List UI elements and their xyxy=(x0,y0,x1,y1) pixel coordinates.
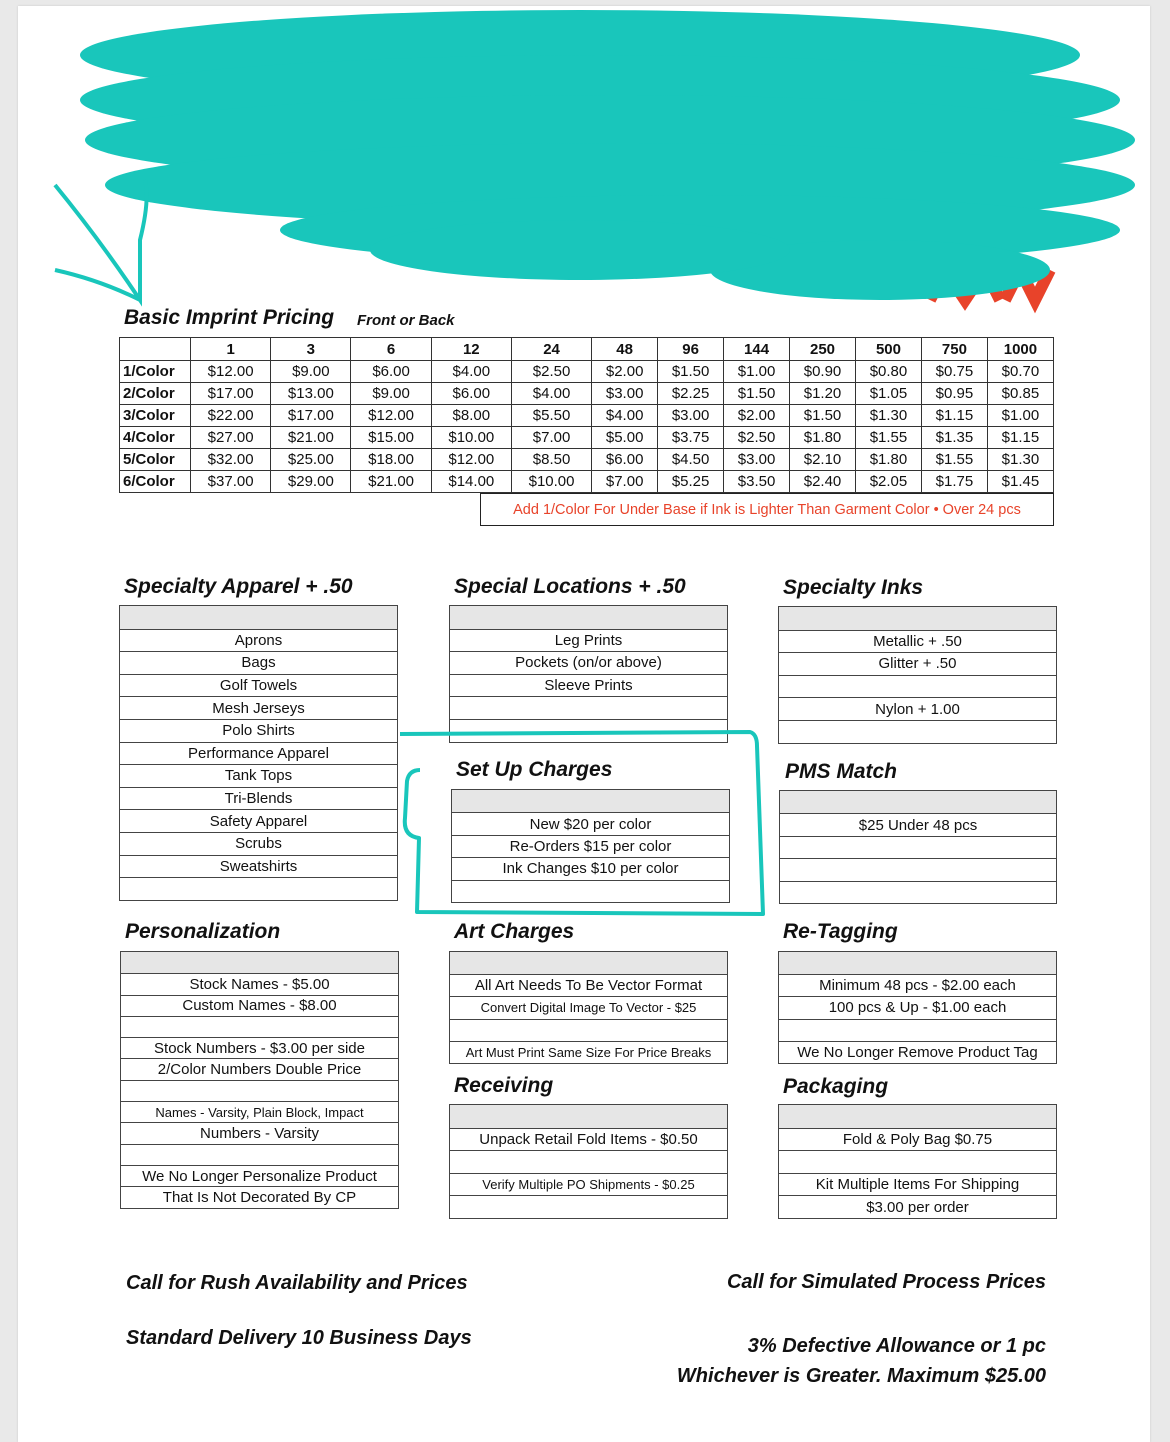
specialty-inks-box xyxy=(778,606,1057,744)
receiving-title: Receiving xyxy=(454,1074,554,1097)
section-header-row xyxy=(120,606,397,629)
color-count-label: 2/Color xyxy=(120,383,191,405)
section-item xyxy=(779,1019,1056,1041)
price-cell: $22.00 xyxy=(191,405,271,427)
price-cell: $2.00 xyxy=(724,405,790,427)
section-item xyxy=(120,877,397,900)
quantity-header-row xyxy=(120,338,1054,361)
imprint-title: Basic Imprint Pricing xyxy=(124,306,335,329)
section-header-row xyxy=(450,1105,727,1128)
price-cell: $1.80 xyxy=(790,427,856,449)
setup-charges-title: Set Up Charges xyxy=(456,758,613,781)
price-cell: $1.45 xyxy=(987,471,1053,493)
section-item: Sleeve Prints xyxy=(450,674,727,697)
price-cell: $2.25 xyxy=(658,383,724,405)
section-item: Nylon + 1.00 xyxy=(779,697,1056,720)
section-item: Art Must Print Same Size For Price Breaks xyxy=(450,1041,727,1063)
art-charges-box xyxy=(449,951,728,1064)
price-cell: $0.85 xyxy=(987,383,1053,405)
price-cell: $1.75 xyxy=(921,471,987,493)
price-cell: $8.00 xyxy=(431,405,511,427)
section-item: That Is Not Decorated By CP xyxy=(121,1186,398,1207)
price-cell: $10.00 xyxy=(431,427,511,449)
section-item xyxy=(452,880,729,902)
section-item: We No Longer Remove Product Tag xyxy=(779,1041,1056,1063)
color-count-label: 6/Color xyxy=(120,471,191,493)
price-cell: $0.90 xyxy=(790,361,856,383)
section-item: Sweatshirts xyxy=(120,855,397,878)
section-header-row xyxy=(450,606,727,629)
price-cell: $12.00 xyxy=(351,405,431,427)
price-cell: $1.50 xyxy=(658,361,724,383)
art-charges-title: Art Charges xyxy=(454,920,575,943)
section-header-row xyxy=(121,952,398,973)
section-header-row xyxy=(779,607,1056,630)
section-header-row xyxy=(780,791,1056,813)
section-item xyxy=(450,1195,727,1218)
re-tagging-box xyxy=(778,951,1057,1064)
section-item: Aprons xyxy=(120,629,397,652)
price-cell: $2.50 xyxy=(724,427,790,449)
price-cell: $1.00 xyxy=(724,361,790,383)
section-item: Ink Changes $10 per color xyxy=(452,857,729,879)
price-cell: $6.00 xyxy=(431,383,511,405)
section-item: Minimum 48 pcs - $2.00 each xyxy=(779,974,1056,996)
section-item xyxy=(121,1016,398,1037)
section-item: Kit Multiple Items For Shipping xyxy=(779,1173,1056,1196)
section-header-row xyxy=(779,952,1056,974)
price-cell: $25.00 xyxy=(271,449,351,471)
section-item xyxy=(780,881,1056,903)
price-cell: $5.00 xyxy=(592,427,658,449)
price-cell: $1.50 xyxy=(724,383,790,405)
price-row xyxy=(120,383,1054,405)
price-cell: $4.00 xyxy=(592,405,658,427)
price-cell: $5.25 xyxy=(658,471,724,493)
price-cell: $1.30 xyxy=(855,405,921,427)
price-cell: $4.00 xyxy=(431,361,511,383)
price-cell: $27.00 xyxy=(191,427,271,449)
section-item: New $20 per color xyxy=(452,812,729,834)
price-cell: $7.00 xyxy=(511,427,591,449)
section-item: $3.00 per order xyxy=(779,1195,1056,1218)
section-item: Stock Numbers - $3.00 per side xyxy=(121,1037,398,1058)
price-cell: $6.00 xyxy=(351,361,431,383)
price-cell: $6.00 xyxy=(592,449,658,471)
price-cell: $8.50 xyxy=(511,449,591,471)
price-cell: $2.50 xyxy=(511,361,591,383)
section-header-row xyxy=(452,790,729,812)
quantity-header-cell: 3 xyxy=(271,338,351,361)
price-cell: $37.00 xyxy=(191,471,271,493)
specialty-apparel-box xyxy=(119,605,398,901)
price-cell: $2.00 xyxy=(592,361,658,383)
price-row xyxy=(120,449,1054,471)
packaging-box xyxy=(778,1104,1057,1219)
quantity-header-cell: 144 xyxy=(724,338,790,361)
section-item: Scrubs xyxy=(120,832,397,855)
color-count-label: 5/Color xyxy=(120,449,191,471)
price-cell: $17.00 xyxy=(191,383,271,405)
price-cell: $14.00 xyxy=(431,471,511,493)
price-cell: $1.55 xyxy=(921,449,987,471)
section-item xyxy=(780,836,1056,858)
section-item xyxy=(779,675,1056,698)
color-count-label: 4/Color xyxy=(120,427,191,449)
section-item: Bags xyxy=(120,651,397,674)
section-item: Safety Apparel xyxy=(120,809,397,832)
section-item: Numbers - Varsity xyxy=(121,1122,398,1143)
simulated-process-note: Call for Simulated Process Prices xyxy=(726,1271,1046,1293)
section-item: Re-Orders $15 per color xyxy=(452,835,729,857)
section-item xyxy=(450,1150,727,1173)
price-cell: $21.00 xyxy=(271,427,351,449)
price-cell: $5.50 xyxy=(511,405,591,427)
quantity-header-cell: 48 xyxy=(592,338,658,361)
price-cell: $10.00 xyxy=(511,471,591,493)
section-item xyxy=(121,1144,398,1165)
price-row xyxy=(120,361,1054,383)
price-cell: $0.70 xyxy=(987,361,1053,383)
price-cell: $3.50 xyxy=(724,471,790,493)
personalization-title: Personalization xyxy=(125,920,281,943)
section-item: Unpack Retail Fold Items - $0.50 xyxy=(450,1128,727,1151)
price-cell: $18.00 xyxy=(351,449,431,471)
section-item: Performance Apparel xyxy=(120,742,397,765)
price-cell: $1.55 xyxy=(855,427,921,449)
price-row xyxy=(120,405,1054,427)
price-cell: $1.00 xyxy=(987,405,1053,427)
price-cell: $32.00 xyxy=(191,449,271,471)
specialty-inks-title: Specialty Inks xyxy=(783,576,924,599)
section-item: Leg Prints xyxy=(450,629,727,652)
price-row xyxy=(120,427,1054,449)
price-cell: $4.00 xyxy=(511,383,591,405)
section-header-row xyxy=(779,1105,1056,1128)
price-cell: $2.05 xyxy=(855,471,921,493)
section-item: Verify Multiple PO Shipments - $0.25 xyxy=(450,1173,727,1196)
imprint-subtitle: Front or Back xyxy=(357,312,455,329)
section-item: Names - Varsity, Plain Block, Impact xyxy=(121,1101,398,1122)
price-cell: $13.00 xyxy=(271,383,351,405)
quantity-header-cell: 24 xyxy=(511,338,591,361)
section-item: Golf Towels xyxy=(120,674,397,697)
price-cell: $1.15 xyxy=(987,427,1053,449)
price-cell: $1.50 xyxy=(790,405,856,427)
price-cell: $2.10 xyxy=(790,449,856,471)
pms-match-title: PMS Match xyxy=(785,760,898,783)
corner-cell xyxy=(120,338,191,361)
quantity-header-cell: 1 xyxy=(191,338,271,361)
setup-charges-box xyxy=(451,789,730,903)
section-item: Tank Tops xyxy=(120,764,397,787)
price-cell: $3.00 xyxy=(592,383,658,405)
packaging-title: Packaging xyxy=(783,1075,889,1098)
section-item: Fold & Poly Bag $0.75 xyxy=(779,1128,1056,1151)
price-cell: $1.15 xyxy=(921,405,987,427)
section-item: 2/Color Numbers Double Price xyxy=(121,1058,398,1079)
receiving-box xyxy=(449,1104,728,1219)
section-item xyxy=(450,696,727,719)
section-item: Pockets (on/or above) xyxy=(450,651,727,674)
price-cell: $0.95 xyxy=(921,383,987,405)
price-cell: $4.50 xyxy=(658,449,724,471)
specialty-apparel-title: Specialty Apparel + .50 xyxy=(124,575,353,598)
section-item: Metallic + .50 xyxy=(779,630,1056,653)
imprint-pricing-table xyxy=(119,337,1054,493)
price-cell: $1.35 xyxy=(921,427,987,449)
section-item: Mesh Jerseys xyxy=(120,696,397,719)
price-cell: $15.00 xyxy=(351,427,431,449)
section-item: We No Longer Personalize Product xyxy=(121,1165,398,1186)
rush-note: Call for Rush Availability and Prices xyxy=(126,1272,468,1294)
price-cell: $3.75 xyxy=(658,427,724,449)
price-cell: $1.80 xyxy=(855,449,921,471)
quantity-header-cell: 96 xyxy=(658,338,724,361)
price-cell: $9.00 xyxy=(351,383,431,405)
price-cell: $17.00 xyxy=(271,405,351,427)
price-cell: $29.00 xyxy=(271,471,351,493)
price-cell: $1.30 xyxy=(987,449,1053,471)
section-item: All Art Needs To Be Vector Format xyxy=(450,974,727,996)
defective-allowance-line1: 3% Defective Allowance or 1 pc xyxy=(747,1335,1046,1357)
quantity-header-cell: 6 xyxy=(351,338,431,361)
price-cell: $21.00 xyxy=(351,471,431,493)
color-count-label: 3/Color xyxy=(120,405,191,427)
section-item: Stock Names - $5.00 xyxy=(121,973,398,994)
section-item: Tri-Blends xyxy=(120,787,397,810)
section-item: Glitter + .50 xyxy=(779,652,1056,675)
section-item xyxy=(780,858,1056,880)
section-item: Convert Digital Image To Vector - $25 xyxy=(450,996,727,1018)
pms-match-box xyxy=(779,790,1057,904)
quantity-header-cell: 1000 xyxy=(987,338,1053,361)
price-cell: $9.00 xyxy=(271,361,351,383)
price-cell: $12.00 xyxy=(191,361,271,383)
price-cell: $0.80 xyxy=(855,361,921,383)
section-item xyxy=(779,1150,1056,1173)
price-cell: $1.20 xyxy=(790,383,856,405)
price-row xyxy=(120,471,1054,493)
price-cell: $2.40 xyxy=(790,471,856,493)
underbase-note: Add 1/Color For Under Base if Ink is Lighter Than Garment Color • Over 24 pcs xyxy=(480,493,1054,526)
personalization-box xyxy=(120,951,399,1209)
section-item: Custom Names - $8.00 xyxy=(121,995,398,1016)
section-item: Polo Shirts xyxy=(120,719,397,742)
section-item xyxy=(450,719,727,742)
section-item xyxy=(450,1019,727,1041)
section-item: $25 Under 48 pcs xyxy=(780,813,1056,835)
section-item xyxy=(779,720,1056,743)
quantity-header-cell: 750 xyxy=(921,338,987,361)
color-count-label: 1/Color xyxy=(120,361,191,383)
section-item: 100 pcs & Up - $1.00 each xyxy=(779,996,1056,1018)
price-cell: $3.00 xyxy=(724,449,790,471)
price-cell: $7.00 xyxy=(592,471,658,493)
special-locations-box xyxy=(449,605,728,743)
delivery-note: Standard Delivery 10 Business Days xyxy=(126,1327,472,1349)
price-cell: $3.00 xyxy=(658,405,724,427)
special-locations-title: Special Locations + .50 xyxy=(454,575,686,598)
re-tagging-title: Re-Tagging xyxy=(783,920,898,943)
price-cell: $0.75 xyxy=(921,361,987,383)
defective-allowance-line2: Whichever is Greater. Maximum $25.00 xyxy=(676,1365,1046,1387)
quantity-header-cell: 500 xyxy=(855,338,921,361)
price-cell: $12.00 xyxy=(431,449,511,471)
quantity-header-cell: 12 xyxy=(431,338,511,361)
section-header-row xyxy=(450,952,727,974)
quantity-header-cell: 250 xyxy=(790,338,856,361)
section-item xyxy=(121,1080,398,1101)
price-cell: $1.05 xyxy=(855,383,921,405)
